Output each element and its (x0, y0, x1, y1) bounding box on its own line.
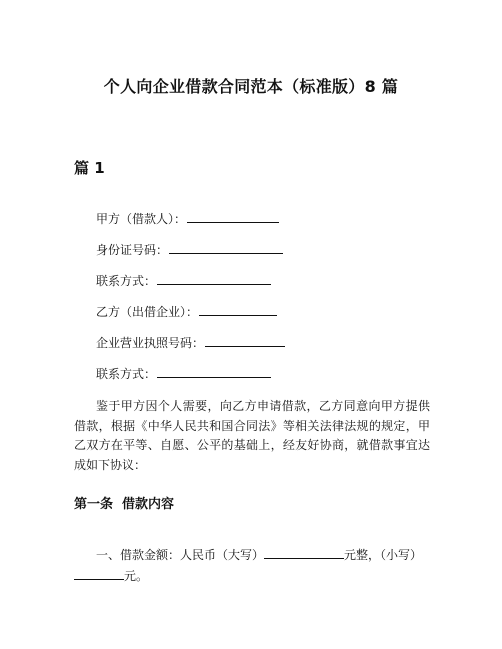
field-label: 联系方式： (96, 274, 157, 288)
blank-line (187, 211, 279, 223)
field-label: 联系方式： (96, 367, 157, 381)
section-title: 篇 1 (74, 159, 105, 177)
clause-loan-amount (74, 545, 434, 587)
blank-line (74, 568, 124, 580)
field-label: 乙方（出借企业）： (96, 305, 199, 319)
field-contact-b (96, 366, 271, 382)
field-contact-a (96, 273, 271, 289)
blank-line (264, 547, 344, 559)
document-title: 个人向企业借款合同范本（标准版）8 篇 (103, 77, 399, 96)
field-label: 企业营业执照号码： (96, 336, 205, 350)
field-license-number (96, 335, 285, 351)
clause-suffix: 元。 (124, 569, 149, 583)
field-id-number (96, 242, 283, 258)
preamble-paragraph: 鉴于甲方因个人需要，向乙方申请借款，乙方同意向甲方提供借款，根据《中华人民共和国合同法》等相关法律法规的规定，甲乙双方在平等、自愿、公平的基础上，经友好协商，就借款事宜达成如下协议： (74, 399, 430, 472)
blank-line (157, 366, 271, 378)
blank-line (157, 273, 271, 285)
field-party-a (96, 211, 279, 227)
blank-line (199, 304, 277, 316)
article-title: 第一条 借款内容 (74, 497, 175, 512)
clause-prefix: 一、借款金额：人民币（大写） (96, 548, 265, 562)
clause-middle: 元整，（小写） (344, 548, 423, 562)
field-label: 身份证号码： (96, 243, 169, 257)
field-party-b (96, 304, 277, 320)
field-label: 甲方（借款人）： (96, 212, 187, 226)
blank-line (169, 242, 283, 254)
blank-line (205, 335, 285, 347)
